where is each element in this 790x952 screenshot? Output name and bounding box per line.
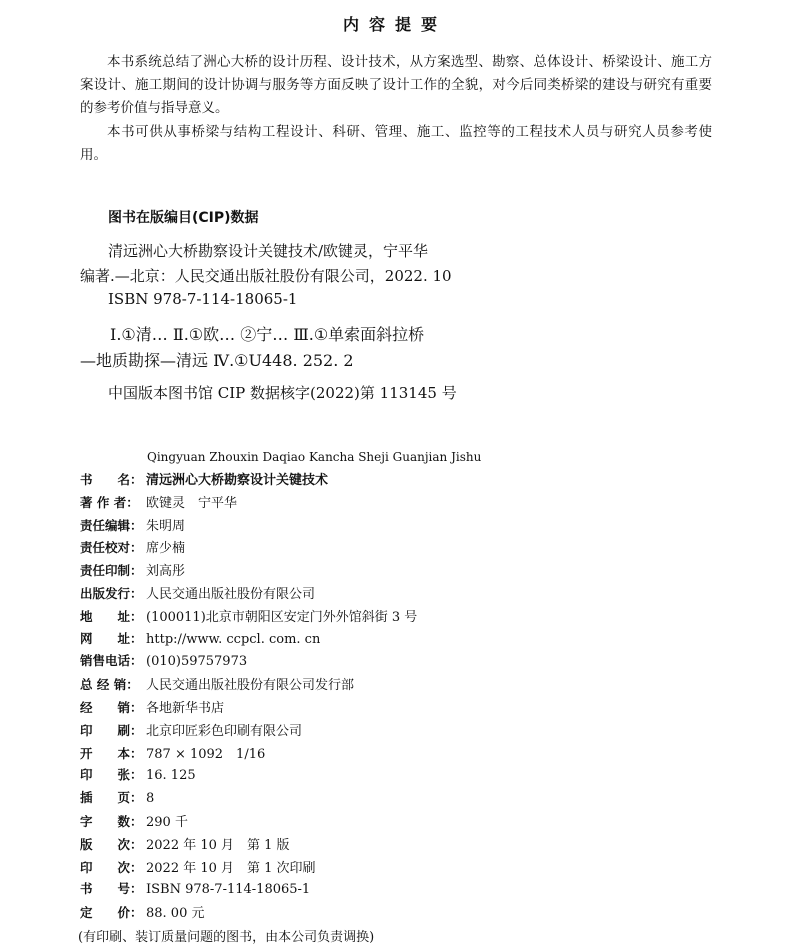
cip-record-number: 中国版本图书馆 CIP 数据核字(2022)第 113145 号 [108,384,457,402]
info-row [80,720,302,742]
info-value: http://www. ccpcl. com. cn [146,631,321,647]
info-row [80,515,185,537]
info-row [80,902,204,924]
info-row [80,469,328,491]
summary-paragraph-2: 本书可供从事桥梁与结构工程设计、科研、管理、施工、监控等的工程技术人员与研究人员参考使用。 [80,124,712,163]
info-label: 责任印制： [80,563,143,579]
info-row [80,651,247,673]
info-row [80,834,290,856]
info-label: 总 经 销： [80,677,139,693]
info-row [80,765,196,787]
info-row [80,811,188,833]
info-value: 16. 125 [146,768,196,784]
info-row [80,492,237,514]
info-label: 责任校对： [80,540,143,556]
info-label: 印 张： [80,767,143,783]
info-value: 欧键灵 宁平华 [146,495,238,511]
info-value: 刘高彤 [146,564,186,580]
info-label: 著 作 者： [80,494,139,510]
info-row [80,606,417,628]
info-label: 字 数： [80,814,143,829]
info-value: 席少楠 [146,541,186,557]
info-value: 各地新华书店 [146,701,225,716]
summary-paragraph-1: 本书系统总结了洲心大桥的设计历程、设计技术，从方案选型、勘察、总体设计、桥梁设计、施工方案设计、施工期间的设计协调与服务等方面反映了设计工作的全貌，对今后同类桥梁的建设与研究有重要的参考价值与指导意义。 [80,54,712,116]
info-row [80,788,154,810]
cip-isbn: ISBN 978-7-114-18065-1 [108,290,298,308]
quality-note: (有印刷、装订质量问题的图书，由本公司负责调换) [78,930,375,945]
info-value: 2022 年 10 月 第 1 版 [146,837,290,853]
info-row [80,537,185,559]
info-label: 出版发行： [80,586,143,601]
page-title: 内容提要 [342,15,447,34]
info-label: 经 销： [80,700,143,715]
info-row [80,857,316,879]
cip-classification-1: Ⅰ.①清… Ⅱ.①欧… ②宁… Ⅲ.①单索面斜拉桥 [110,325,425,344]
info-label: 地 址： [80,608,143,624]
cip-classification-2: —地质勘探—清远 Ⅳ.①U448. 252. 2 [80,351,354,370]
info-row [80,583,315,605]
info-row [80,743,265,765]
info-value: 290 千 [146,815,188,830]
info-label: 开 本： [80,745,143,761]
info-value: (100011)北京市朝阳区安定门外外馆斜街 3 号 [146,609,418,625]
info-value: 2022 年 10 月 第 1 次印刷 [146,860,316,876]
info-label: 书 号： [80,881,143,897]
info-label: 印 次： [80,859,143,875]
info-label: 责任编辑： [80,517,143,533]
info-row [80,879,310,901]
info-label: 销售电话： [80,653,143,669]
cip-line-2: 编著.—北京：人民交通出版社股份有限公司，2022. 10 [80,267,452,285]
info-value: ISBN 978-7-114-18065-1 [146,882,311,898]
info-label: 定 价： [80,905,143,921]
info-value: 清远洲心大桥勘察设计关键技术 [146,473,329,488]
info-row [80,697,224,719]
info-row [80,674,354,696]
info-row [80,560,185,582]
info-value: (010)59757973 [146,654,248,670]
info-value: 人民交通出版社股份有限公司 [146,587,316,602]
cip-line-1: 清远洲心大桥勘察设计关键技术/欧键灵，宁平华 [108,242,429,260]
info-value: 朱明周 [146,518,186,534]
pinyin-title: Qingyuan Zhouxin Daqiao Kancha Sheji Guanjian Jishu [147,450,482,464]
info-value: 88. 00 元 [146,906,205,922]
info-label: 版 次： [80,836,143,852]
info-value: 787 × 1092 1/16 [146,746,266,762]
info-value: 北京印匠彩色印刷有限公司 [146,723,303,739]
info-label: 书 名： [80,472,143,487]
info-value: 人民交通出版社股份有限公司发行部 [146,678,355,694]
info-value: 8 [146,791,155,807]
info-row [80,629,320,651]
info-label: 印 刷： [80,722,143,738]
info-label: 网 址： [80,630,143,646]
cip-heading: 图书在版编目(CIP)数据 [108,210,259,226]
info-label: 插 页： [80,790,143,806]
